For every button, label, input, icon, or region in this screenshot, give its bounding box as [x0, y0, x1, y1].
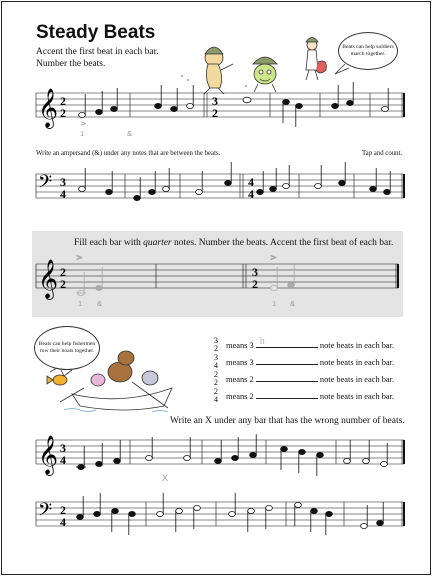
intro-line-2: Number the beats.: [36, 59, 106, 69]
time-sig-row-4: 2 4: [214, 387, 218, 404]
time-sig-row-3: 2 2: [214, 370, 218, 387]
time-row-3: means 2 note beats in each bar.: [226, 375, 395, 384]
svg-text:2: 2: [60, 277, 66, 291]
svg-text:2: 2: [212, 106, 218, 120]
x-mark: X: [162, 473, 169, 483]
time-row-4: means 2 note beats in each bar.: [226, 392, 395, 401]
svg-text:3: 3: [212, 94, 218, 108]
page-title: Steady Beats: [36, 22, 156, 43]
svg-text:𝄞: 𝄞: [38, 435, 59, 475]
time-sig-bottom: 2: [60, 106, 66, 120]
svg-text:4: 4: [60, 515, 66, 529]
time-sig-top: 2: [60, 94, 66, 108]
staff-row-5: [2, 2, 431, 575]
count-label-2-1: 1: [78, 299, 83, 308]
svg-text:4: 4: [60, 187, 66, 201]
time-row-1: means 3 h note beats in each bar.: [226, 336, 395, 350]
treble-clef-icon: 𝄞: [38, 88, 59, 128]
svg-text:>: >: [270, 253, 277, 262]
ampersand-instruction: Write an ampersand (&) under any notes that are between the beats.: [36, 150, 221, 157]
svg-text:>: >: [76, 253, 83, 262]
svg-text:4: 4: [60, 453, 66, 467]
time-sig-row-1: 3 2: [214, 336, 218, 353]
count-label-1-1: 1: [80, 129, 85, 138]
svg-text:3: 3: [252, 265, 258, 279]
count-label-2-4: &: [290, 299, 296, 308]
svg-text:𝄢: 𝄢: [38, 500, 53, 525]
svg-text:2: 2: [252, 277, 258, 291]
count-label-2-3: 1: [272, 299, 277, 308]
svg-text:3: 3: [60, 441, 66, 455]
count-label-1-2: &: [127, 129, 133, 138]
answer-field-1[interactable]: h: [256, 339, 318, 348]
svg-text:𝄞: 𝄞: [38, 259, 59, 299]
tap-count-instruction: Tap and count.: [362, 150, 403, 157]
svg-text:4: 4: [248, 175, 254, 189]
bass-clef-icon: 𝄢: [38, 172, 53, 197]
time-row-2: means 3 note beats in each bar.: [226, 358, 395, 367]
speech-bubble-bottom: Beats can help fishermen row their boats together.: [34, 326, 100, 370]
x-instruction: Write an X under any bar that has the wrong number of beats.: [170, 416, 405, 426]
svg-text:>: >: [80, 119, 87, 128]
speech-bubble-top: Beats can help soldiers march together.: [338, 32, 398, 70]
time-sig-row-2: 3 4: [214, 353, 218, 370]
svg-text:2: 2: [60, 503, 66, 517]
intro-line-1: Accent the first beat in each bar.: [36, 47, 159, 57]
svg-text:2: 2: [60, 265, 66, 279]
svg-text:3: 3: [60, 175, 66, 189]
svg-text:4: 4: [248, 187, 254, 201]
count-label-2-2: &: [97, 299, 103, 308]
fill-instruction: Fill each bar with quarter notes. Number the beats. Accent the first beat of each bar.: [74, 238, 394, 248]
worksheet-page: [1, 1, 431, 575]
